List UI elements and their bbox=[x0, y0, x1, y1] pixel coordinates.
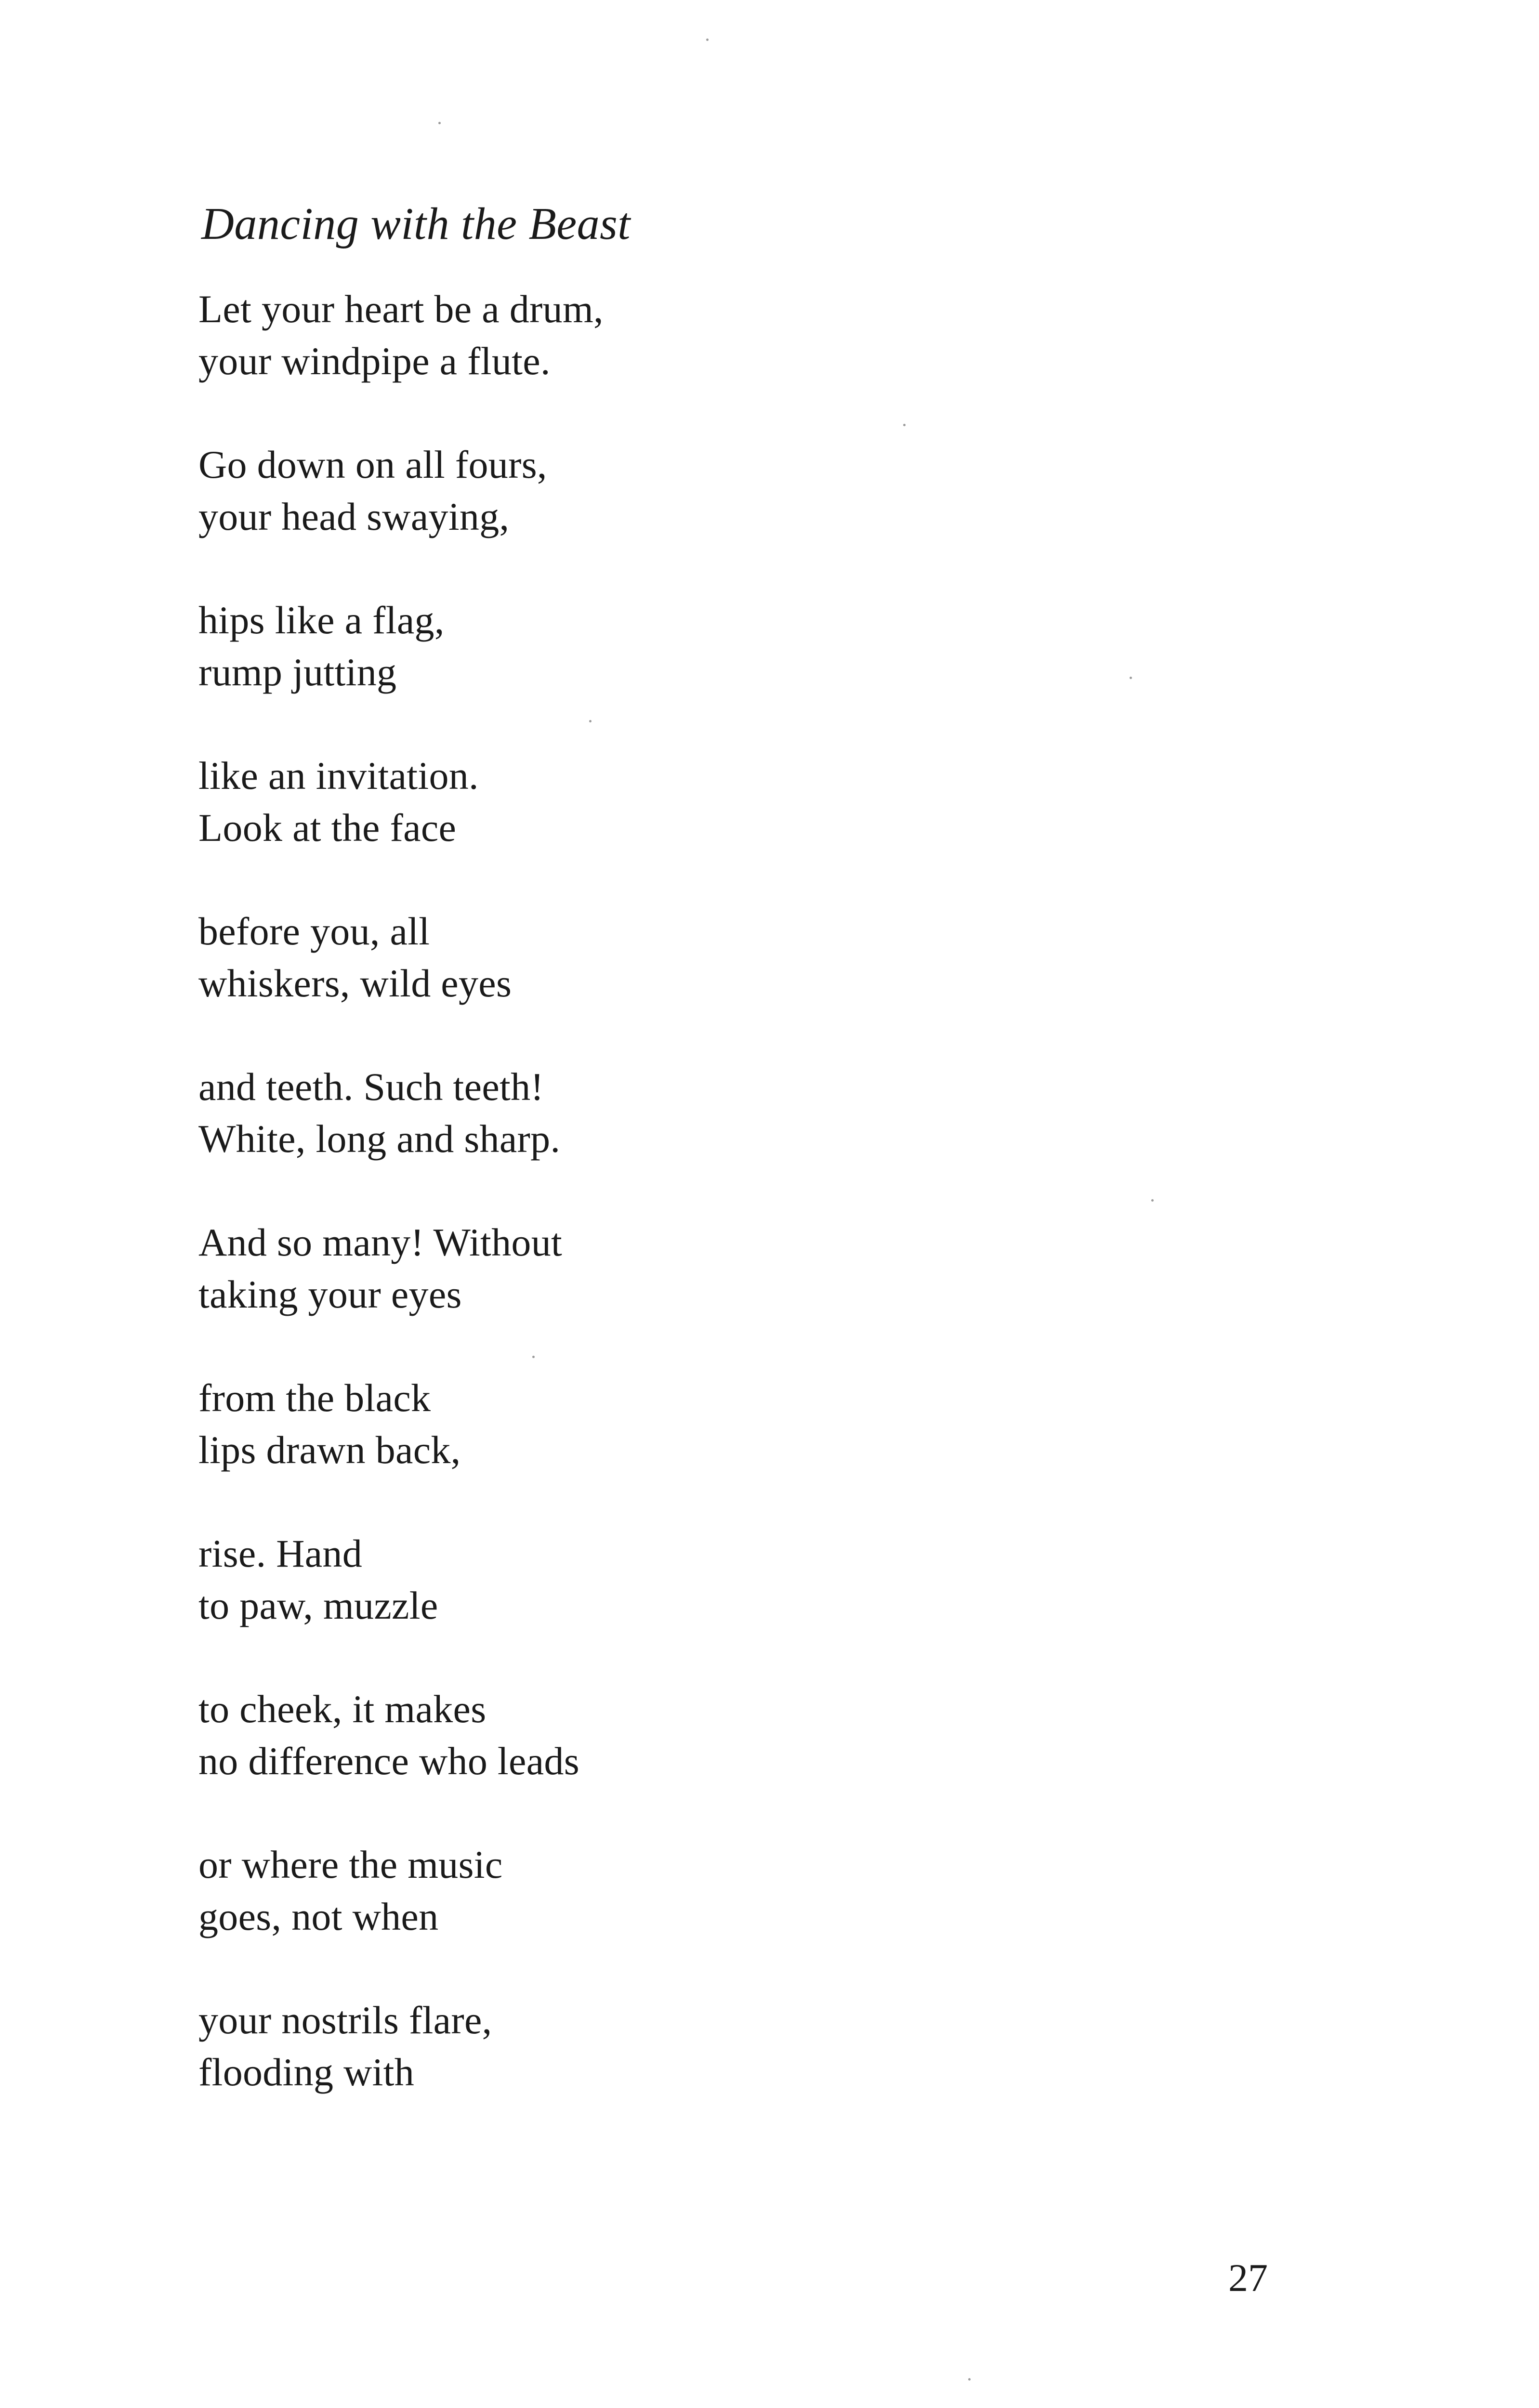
scan-speck bbox=[903, 424, 906, 426]
stanza-8 bbox=[198, 1372, 1258, 1476]
poem-line: your windpipe a flute. bbox=[198, 339, 551, 383]
scan-speck bbox=[589, 720, 592, 722]
scan-speck bbox=[968, 2378, 971, 2381]
poem-line: Let your heart be a drum, bbox=[198, 287, 604, 331]
stanza-3 bbox=[198, 594, 1258, 698]
stanza-4 bbox=[198, 750, 1258, 854]
poem-line: flooding with bbox=[198, 2050, 415, 2094]
poem bbox=[198, 197, 1258, 2150]
poem-line: White, long and sharp. bbox=[198, 1117, 561, 1161]
scan-speck bbox=[532, 1356, 535, 1358]
stanza-1 bbox=[198, 283, 1258, 387]
poem-line: your head swaying, bbox=[198, 495, 510, 538]
poem-line: lips drawn back, bbox=[198, 1428, 461, 1472]
scan-speck bbox=[1151, 1199, 1154, 1202]
poem-line: goes, not when bbox=[198, 1895, 439, 1938]
poem-title: Dancing with the Beast bbox=[201, 199, 631, 249]
poem-line: your nostrils flare, bbox=[198, 1998, 492, 2042]
poem-line: rump jutting bbox=[198, 650, 397, 694]
poem-line: And so many! Without bbox=[198, 1220, 563, 1264]
poem-line: to paw, muzzle bbox=[198, 1584, 438, 1627]
stanza-10 bbox=[198, 1683, 1258, 1787]
poem-line: taking your eyes bbox=[198, 1272, 462, 1316]
page-number: 27 bbox=[1228, 2256, 1268, 2300]
poem-line: before you, all bbox=[198, 909, 430, 953]
poem-line: Go down on all fours, bbox=[198, 443, 547, 486]
poem-line: Look at the face bbox=[198, 806, 457, 850]
poem-line: and teeth. Such teeth! bbox=[198, 1065, 544, 1109]
poem-line: from the black bbox=[198, 1376, 431, 1420]
stanza-7 bbox=[198, 1217, 1258, 1321]
stanza-2 bbox=[198, 439, 1258, 543]
stanza-6 bbox=[198, 1061, 1258, 1165]
poem-line: or where the music bbox=[198, 1843, 503, 1886]
poem-line: like an invitation. bbox=[198, 754, 479, 798]
stanza-9 bbox=[198, 1528, 1258, 1632]
scan-speck bbox=[1130, 677, 1132, 679]
stanza-12 bbox=[198, 1994, 1258, 2098]
stanza-5 bbox=[198, 905, 1258, 1009]
stanza-11 bbox=[198, 1839, 1258, 1943]
poem-line: to cheek, it makes bbox=[198, 1687, 487, 1731]
poem-line: rise. Hand bbox=[198, 1531, 363, 1575]
scan-speck bbox=[438, 122, 441, 124]
poem-line: no difference who leads bbox=[198, 1739, 579, 1783]
scan-speck bbox=[706, 39, 709, 41]
poem-line: whiskers, wild eyes bbox=[198, 961, 512, 1005]
poem-line: hips like a flag, bbox=[198, 598, 445, 642]
